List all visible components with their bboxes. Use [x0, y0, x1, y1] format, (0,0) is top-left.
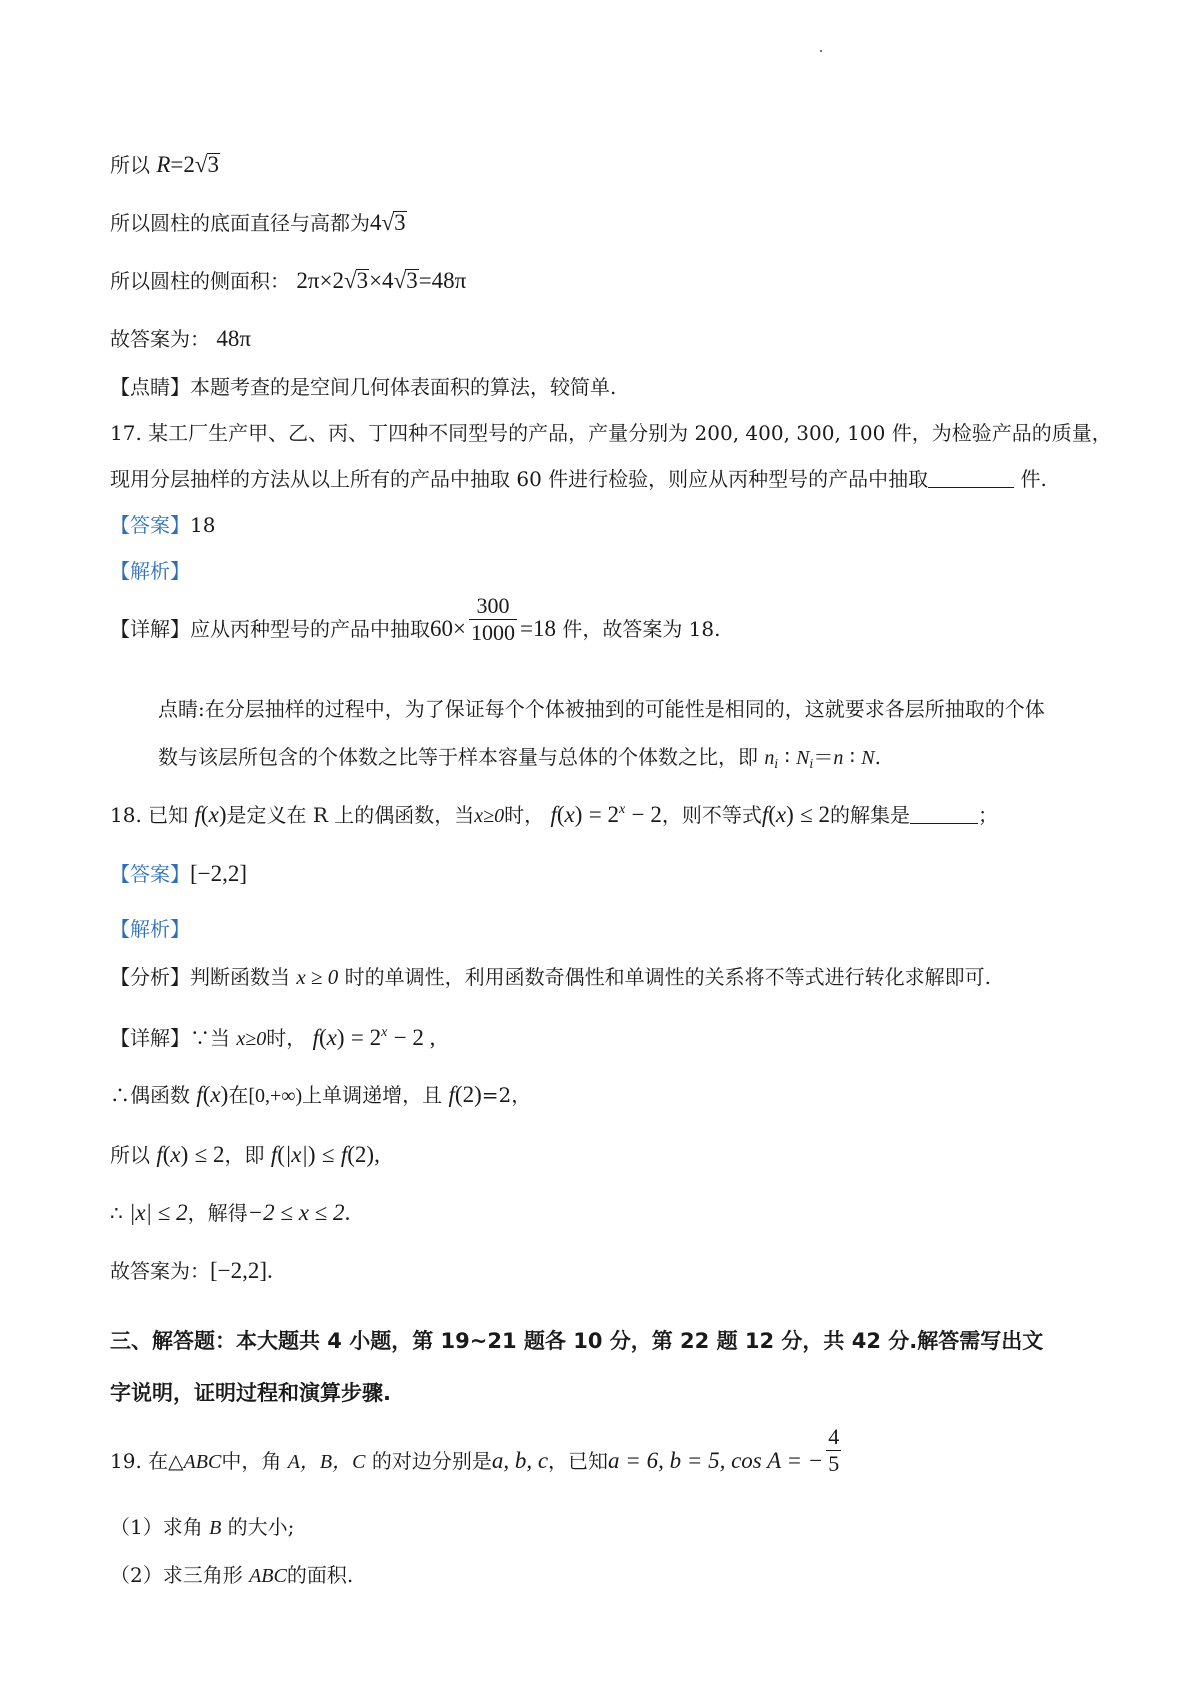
- math-expr: x ≥ 0: [296, 965, 339, 989]
- superscript: x: [619, 802, 626, 817]
- note-line-q16: [110, 372, 616, 402]
- math-expr: =2: [170, 152, 195, 177]
- math-var: N: [861, 747, 875, 769]
- answer-line-q16: [110, 324, 251, 354]
- sqrt-expr: √3: [343, 268, 369, 293]
- math-expr: x≥0: [474, 805, 505, 827]
- fenxi-line-q18: [110, 962, 991, 992]
- fraction: [826, 1424, 841, 1477]
- question-17-line-2: [110, 464, 1047, 494]
- math-var: A，B，C: [287, 1451, 366, 1473]
- sqrt-expr: √3: [194, 152, 220, 177]
- text: ∴偶函数: [110, 1083, 190, 1107]
- math-var: f: [194, 802, 201, 827]
- text: 故答案为：: [110, 1259, 210, 1283]
- solution-line-area: [110, 266, 466, 296]
- scan-dot: [820, 50, 822, 52]
- text: 17. 某工厂生产甲、乙、丙、丁四种不同型号的产品，产量分别为 200, 400, 300, 100 件，为检验产品的质量，: [110, 421, 1112, 445]
- fraction: [469, 593, 517, 646]
- text: 中，角: [221, 1449, 282, 1473]
- math-expr: 2π×2: [296, 268, 344, 293]
- note-line-q17-2: [158, 742, 881, 779]
- radicand: 3: [394, 210, 406, 235]
- sqrt-expr: √3: [393, 268, 418, 293]
- math-var: f: [312, 1025, 319, 1050]
- text: 故答案为：: [110, 327, 210, 351]
- math-var: f: [448, 1082, 455, 1107]
- text: 时，: [266, 1026, 307, 1050]
- math-var: f: [550, 802, 557, 827]
- math-var: f: [340, 1142, 348, 1167]
- text: ∶: [784, 745, 790, 769]
- text: 18. 已知: [110, 803, 189, 827]
- math-expr: |x| ≤ 2: [129, 1200, 188, 1225]
- answer-value: 18: [190, 513, 216, 537]
- math-var: B: [209, 1517, 222, 1539]
- analysis-label: 【解析】: [110, 559, 190, 583]
- math-var: f: [156, 1142, 163, 1167]
- text: ；: [978, 803, 999, 827]
- text: 件，故答案为 18.: [562, 617, 721, 641]
- math-var: x: [775, 802, 787, 827]
- answer-line-q17: [110, 510, 215, 540]
- text: 的解集是: [830, 803, 911, 827]
- math-var: f: [196, 1082, 203, 1107]
- text: 现用分层抽样的方法从以上所有的产品中抽取 60 件进行检验，则应从丙种型号的产品中抽取: [110, 467, 929, 491]
- answer-value: [−2,2]: [190, 861, 248, 886]
- math-expr: =18: [519, 616, 556, 641]
- section-heading: 三、解答题：本大题共 4 小题，第 19~21 题各 10 分，第 22 题 12 分，共 42 分.解答需写出文: [110, 1329, 1044, 1353]
- numerator: 4: [828, 1424, 840, 1449]
- math-var: x: [326, 1025, 337, 1050]
- analysis-label-q17: [110, 556, 190, 586]
- math-var: x: [564, 802, 575, 827]
- math-expr: = 2: [588, 802, 620, 827]
- math-expr: − 2 ,: [393, 1025, 436, 1050]
- math-expr: a, b, c: [491, 1448, 549, 1473]
- solution-line-radius: [110, 150, 220, 180]
- answer-label: 【答案】: [110, 513, 190, 537]
- math-expr: 60×: [430, 616, 466, 641]
- text: 【详解】应从丙种型号的产品中抽取: [110, 617, 430, 641]
- math-expr: − 2: [631, 802, 662, 827]
- math-var: x: [210, 1082, 221, 1107]
- question-17-line-1: [110, 418, 1112, 448]
- math-var: f: [270, 1142, 278, 1167]
- text: ，解得: [187, 1201, 248, 1225]
- question-19-part-1: [110, 1512, 294, 1543]
- radicand: 3: [406, 268, 418, 293]
- answer-blank: [928, 467, 1014, 488]
- subscript: i: [774, 757, 779, 771]
- text: 是定义在 R 上的偶函数，当: [226, 803, 475, 827]
- answer-line-q18-final: [110, 1256, 273, 1286]
- text: 【点睛】本题考查的是空间几何体表面积的算法，较简单.: [110, 375, 617, 399]
- math-expr: ,: [374, 1142, 380, 1167]
- answer-blank: [910, 803, 978, 824]
- answer-label: 【答案】: [110, 862, 190, 886]
- math-expr: [0,+∞): [248, 1085, 303, 1107]
- text: 的对边分别是: [371, 1449, 492, 1473]
- math-expr: [−2,2]: [210, 1258, 268, 1283]
- radicand: 3: [207, 152, 220, 177]
- math-expr: 48π: [216, 326, 251, 351]
- note-line-q17-1: [158, 694, 1045, 724]
- math-var: n: [764, 747, 775, 769]
- sqrt-expr: √3: [381, 210, 406, 235]
- math-expr: 2: [462, 1082, 475, 1107]
- math-var: f: [761, 802, 769, 827]
- math-var: ABC: [249, 1565, 287, 1587]
- text: ，则不等式: [661, 803, 762, 827]
- math-expr: −2 ≤ x ≤ 2: [247, 1200, 345, 1225]
- text: 19. 在△: [110, 1449, 184, 1473]
- detail-line-q18-4: [110, 1198, 350, 1228]
- math-expr: 4: [370, 210, 382, 235]
- text: 的面积.: [286, 1563, 354, 1587]
- detail-line-q17: [110, 593, 721, 646]
- math-var: R: [156, 152, 171, 177]
- question-18-line: 18. 已知 f(x)是定义在 R 上的偶函数，当x≥0时， $f(x) = 2^x - 2$，则不等式f(x) ≤ 2的解集是 ；: [110, 802, 999, 827]
- math-expr: a = 6, b = 5, cos A = −: [608, 1448, 824, 1473]
- denominator: 1000: [470, 620, 515, 645]
- math-var: x: [170, 1142, 181, 1167]
- text: 所以圆柱的底面直径与高都为: [110, 211, 370, 235]
- math-expr: .: [344, 1200, 351, 1225]
- denominator: 5: [828, 1451, 840, 1476]
- section-heading: 字说明，证明过程和演算步骤.: [110, 1381, 391, 1405]
- section-heading-line-2: [110, 1378, 391, 1408]
- text: 所以圆柱的侧面积：: [110, 269, 290, 293]
- math-expr: ×4: [369, 268, 394, 293]
- text: 所以: [110, 153, 150, 177]
- text: ＝: [813, 745, 834, 769]
- text: 的大小;: [227, 1515, 295, 1539]
- text: ，即: [224, 1143, 265, 1167]
- math-expr: |x|: [284, 1142, 308, 1167]
- answer-line-q18: [110, 859, 247, 889]
- text: 【分析】判断函数当: [110, 965, 290, 989]
- text: 数与该层所包含的个体数之比等于样本容量与总体的个体数之比，即: [158, 745, 758, 769]
- text: 在: [228, 1083, 249, 1107]
- math-expr: ≤ 2: [194, 1142, 225, 1167]
- math-var: x: [208, 802, 219, 827]
- detail-line-q18-1: 【详解】∵当 x≥0时， $f(x) = 2^x - 2$ ,: [110, 1025, 436, 1050]
- text: （2）求三角形: [110, 1563, 243, 1587]
- numerator: 300: [469, 593, 517, 620]
- math-var: ABC: [183, 1451, 222, 1473]
- math-expr: x≥0: [236, 1028, 267, 1050]
- math-expr: = 2: [350, 1025, 382, 1050]
- math-expr: 2: [354, 1142, 367, 1167]
- text: 时，: [504, 803, 545, 827]
- section-heading-line-1: [110, 1326, 1043, 1356]
- math-expr: =48π: [418, 268, 467, 293]
- text: （1）求角: [110, 1515, 203, 1539]
- math-expr: =2，: [481, 1083, 532, 1107]
- text: .: [874, 745, 881, 769]
- text: 【详解】∵当: [110, 1026, 230, 1050]
- subscript: i: [809, 757, 814, 771]
- math-expr: ≤ 2: [800, 802, 831, 827]
- math-expr: ≤: [321, 1142, 335, 1167]
- detail-line-q18-3: 所以 f(x) ≤ 2，即 f(|x|) ≤ f(2),: [110, 1142, 380, 1167]
- radicand: 3: [356, 268, 369, 293]
- superscript: x: [381, 1025, 388, 1040]
- text: 所以: [110, 1143, 150, 1167]
- math-expr: .: [267, 1258, 273, 1283]
- text: ，已知: [548, 1449, 609, 1473]
- analysis-label-q18: [110, 914, 190, 944]
- text: 点睛:在分层抽样的过程中，为了保证每个个体被抽到的可能性是相同的，这就要求各层所抽取的个体: [158, 697, 1045, 721]
- detail-line-q18-2: ∴偶函数 f(x)在[0,+∞)上单调递增，且 f(2)=2，: [110, 1082, 532, 1107]
- analysis-label: 【解析】: [110, 917, 190, 941]
- math-var: n: [833, 747, 844, 769]
- math-var: N: [796, 747, 810, 769]
- text: ∴: [110, 1201, 123, 1225]
- text: ∶: [849, 745, 855, 769]
- text: 上单调递增，且: [302, 1083, 443, 1107]
- solution-line-diameter: [110, 208, 407, 238]
- question-19-line: [110, 1424, 844, 1477]
- text: 件.: [1020, 467, 1047, 491]
- text: 时的单调性，利用函数奇偶性和单调性的关系将不等式进行转化求解即可.: [344, 965, 991, 989]
- question-19-part-2: [110, 1560, 353, 1591]
